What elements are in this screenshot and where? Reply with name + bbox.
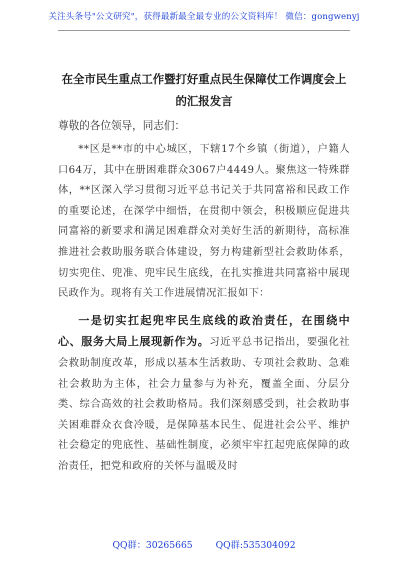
section-one-heading: 一是切实扛起兜牢民生底线的政治责任，在围绕中心、服务大局上展现新作为。	[58, 313, 350, 349]
document-body	[58, 140, 350, 478]
top-promo-banner: 关注头条号"公文研究"，获得最新最全最专业的公文资料库！ 微信：gongwenyj	[48, 12, 360, 22]
qq-group-2: QQ群:535304092	[215, 540, 296, 551]
header-divider	[58, 30, 350, 31]
bottom-promo-banner	[0, 537, 408, 551]
section-one-text: 习近平总书记指出，要强化社会救助制度改革，形成以基本生活救助、专项社会救助、急难社会救助为主体，社会力量参与为补充，覆盖全面、分层分类、综合高效的社会救助格局。我们深刻感受到，社会救助事关困难群众衣食冷暖，是保障基本民生、促进社会公平、维护社会稳定的兜底性、基础性制度，必须牢牢扛起兜底保障的政治责任，把党和政府的关怀与温暖及时	[58, 337, 350, 472]
document-title: 在全市民生重点工作暨打好重点民生保障仗工作调度会上的汇报发言	[61, 72, 347, 108]
greeting-line: 尊敬的各位领导，同志们：	[58, 120, 186, 132]
paragraph-section-one	[58, 311, 350, 478]
paragraph-intro: **区是**市的中心城区，下辖17个乡镇（街道），户籍人口64万，其中在册困难群众3067户4449人。聚焦这一特殊群体，**区深入学习贯彻习近平总书记关于共同富裕和民政工作的重要论述，在深学中细悟，在贯彻中领会，积极顺应促进共同富裕的新要求和满足困难群众对美好生活的新期待，高标准推进社会救助服务联合体建设，努力构建新型社会救助体系，切实兜住、兜准、兜牢民生底线，在扎实推进共同富裕中展现民政作为。现将有关工作进展情况汇报如下：	[58, 144, 350, 300]
qq-group-1: QQ群：30265665	[112, 540, 193, 551]
